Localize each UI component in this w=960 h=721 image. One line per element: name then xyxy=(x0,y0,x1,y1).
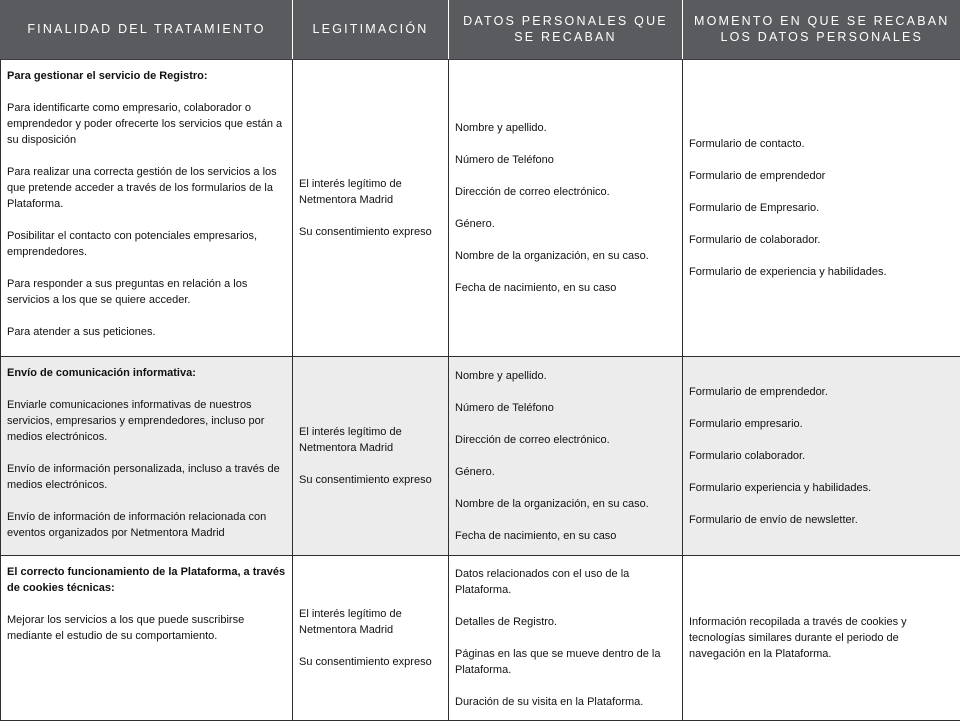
purpose-paragraph: Para realizar una correcta gestión de los servicios a los que pretende acceder a través de los formularios de la Plataforma. xyxy=(7,164,286,212)
purpose-cell xyxy=(1,59,293,356)
moment-cell xyxy=(683,59,960,356)
purpose-title: El correcto funcionamiento de la Plataforma, a través de cookies técnicas: xyxy=(7,564,286,596)
table-row xyxy=(1,555,960,720)
data-item: Nombre de la organización, en su caso. xyxy=(455,248,676,264)
purpose-paragraph: Envío de información personalizada, incluso a través de medios electrónicos. xyxy=(7,461,286,493)
data-item: Nombre y apellido. xyxy=(455,368,676,384)
legitimation-cell xyxy=(293,59,449,356)
data-item: Nombre de la organización, en su caso. xyxy=(455,496,676,512)
table-row xyxy=(1,59,960,356)
legitimation-item: Su consentimiento expreso xyxy=(299,224,442,240)
purpose-title: Envío de comunicación informativa: xyxy=(7,365,286,381)
moment-item: Formulario experiencia y habilidades. xyxy=(689,480,954,496)
purpose-paragraph: Para responder a sus preguntas en relación a los servicios a los que se quiere acceder. xyxy=(7,276,286,308)
moment-item: Formulario de colaborador. xyxy=(689,232,954,248)
header-row xyxy=(1,0,960,59)
legitimation-cell xyxy=(293,555,449,720)
table-row xyxy=(1,356,960,555)
data-collected-cell xyxy=(449,356,683,555)
data-item: Fecha de nacimiento, en su caso xyxy=(455,280,676,296)
header-moment: MOMENTO EN QUE SE RECABAN LOS DATOS PERSONALES xyxy=(683,0,960,59)
purpose-title: Para gestionar el servicio de Registro: xyxy=(7,68,286,84)
legitimation-item: Su consentimiento expreso xyxy=(299,472,442,488)
data-item: Nombre y apellido. xyxy=(455,120,676,136)
moment-cell xyxy=(683,555,960,720)
purpose-cell xyxy=(1,356,293,555)
data-item: Fecha de nacimiento, en su caso xyxy=(455,528,676,544)
legitimation-item: El interés legítimo de Netmentora Madrid xyxy=(299,606,442,638)
header-purpose: FINALIDAD DEL TRATAMIENTO xyxy=(1,0,293,59)
purpose-paragraph: Para atender a sus peticiones. xyxy=(7,324,286,340)
data-item: Dirección de correo electrónico. xyxy=(455,184,676,200)
moment-item: Formulario de Empresario. xyxy=(689,200,954,216)
data-item: Número de Teléfono xyxy=(455,400,676,416)
data-item: Datos relacionados con el uso de la Plataforma. xyxy=(455,566,676,598)
purpose-paragraph: Posibilitar el contacto con potenciales empresarios, emprendedores. xyxy=(7,228,286,260)
purpose-paragraph: Mejorar los servicios a los que puede suscribirse mediante el estudio de su comportamiento. xyxy=(7,612,286,644)
moment-item: Formulario de experiencia y habilidades. xyxy=(689,264,954,280)
header-data-collected: DATOS PERSONALES QUE SE RECABAN xyxy=(449,0,683,59)
data-collected-cell xyxy=(449,59,683,356)
purpose-paragraph: Envío de información de información relacionada con eventos organizados por Netmentora Madrid xyxy=(7,509,286,541)
moment-cell xyxy=(683,356,960,555)
moment-item: Formulario de emprendedor xyxy=(689,168,954,184)
data-item: Género. xyxy=(455,464,676,480)
header-legitimation: LEGITIMACIÓN xyxy=(293,0,449,59)
purpose-cell xyxy=(1,555,293,720)
purpose-paragraph: Enviarle comunicaciones informativas de nuestros servicios, empresarios y emprendedores, incluso por medios electrónicos. xyxy=(7,397,286,445)
moment-item: Formulario empresario. xyxy=(689,416,954,432)
legitimation-item: Su consentimiento expreso xyxy=(299,654,442,670)
data-item: Género. xyxy=(455,216,676,232)
moment-item: Formulario de emprendedor. xyxy=(689,384,954,400)
data-item: Duración de su visita en la Plataforma. xyxy=(455,694,676,710)
moment-item: Formulario de contacto. xyxy=(689,136,954,152)
moment-item: Formulario colaborador. xyxy=(689,448,954,464)
moment-item: Información recopilada a través de cookies y tecnologías similares durante el periodo de navegación en la Plataforma. xyxy=(689,614,954,662)
data-item: Dirección de correo electrónico. xyxy=(455,432,676,448)
data-item: Número de Teléfono xyxy=(455,152,676,168)
legitimation-item: El interés legítimo de Netmentora Madrid xyxy=(299,424,442,456)
legitimation-cell xyxy=(293,356,449,555)
legitimation-item: El interés legítimo de Netmentora Madrid xyxy=(299,176,442,208)
purpose-paragraph: Para identificarte como empresario, colaborador o emprendedor y poder ofrecerte los servicios que están a su disposición xyxy=(7,100,286,148)
data-item: Detalles de Registro. xyxy=(455,614,676,630)
data-collected-cell xyxy=(449,555,683,720)
data-item: Páginas en las que se mueve dentro de la Plataforma. xyxy=(455,646,676,678)
moment-item: Formulario de envío de newsletter. xyxy=(689,512,954,528)
